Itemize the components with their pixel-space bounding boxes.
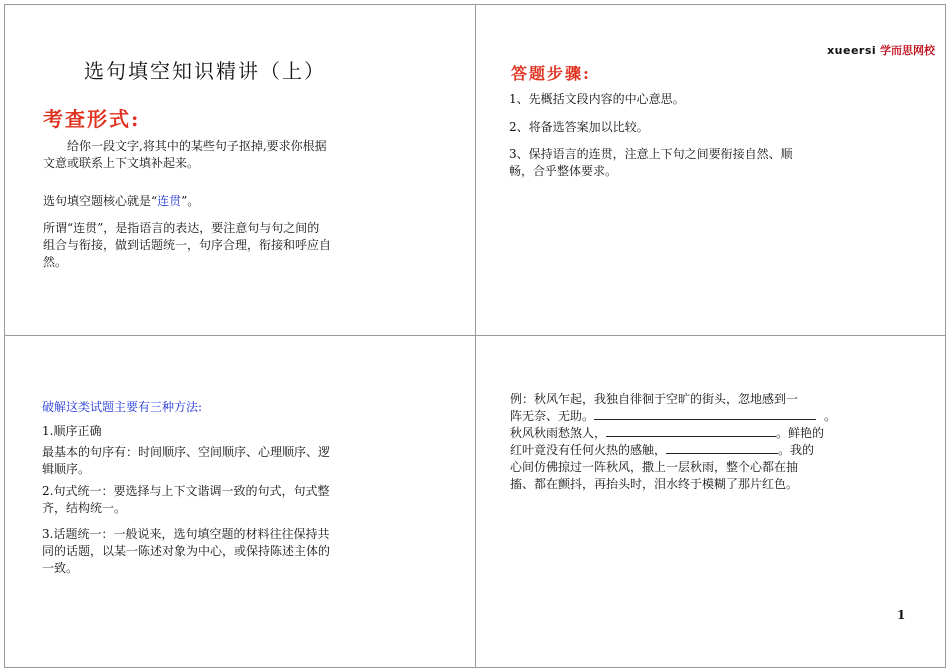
definition-line-3: 然。	[43, 255, 68, 269]
intro-line-2: 文意或联系上下文填补起来。	[43, 156, 200, 170]
example-line-2-text: 阵无奈、无助。	[510, 409, 595, 423]
brand-logo-latin: xueersi	[827, 44, 877, 57]
example-line-4-end: 。我的	[778, 443, 815, 457]
step-3-line-1: 3、保持语言的连贯，注意上下句之间要衔接自然、顺	[509, 147, 793, 161]
brand-logo-cn: 学而思网校	[880, 44, 935, 57]
step-1: 1、先概括文段内容的中心意思。	[509, 92, 685, 106]
example-line-4	[510, 442, 850, 459]
slide-title: 选句填空知识精讲（上）	[84, 59, 326, 83]
example-line-3-text: 秋风秋雨愁煞人，	[510, 426, 607, 440]
example-line-3-end: 。鲜艳的	[776, 426, 825, 440]
method-2-body	[42, 483, 372, 517]
answer-blank-3	[666, 444, 778, 454]
method-1-line-1: 最基本的句序有：时间顺序、空间顺序、心理顺序、逻	[42, 445, 331, 459]
step-3	[509, 146, 839, 180]
method-2-line-2: 齐，结构统一。	[42, 501, 127, 515]
answer-blank-1	[594, 410, 816, 420]
example-line-2-end: 。	[824, 409, 837, 423]
core-prefix: 选句填空题核心就是“	[43, 194, 158, 208]
intro-paragraph	[43, 138, 373, 172]
method-1-body	[42, 444, 372, 478]
example-line-2	[510, 408, 850, 425]
slide-2	[475, 4, 946, 336]
core-keyword: 连贯	[157, 194, 182, 208]
brand-logo	[827, 42, 935, 58]
slide-3	[4, 335, 476, 668]
method-2-line-1: 2.句式统一：要选择与上下文谐调一致的句式，句式整	[42, 484, 330, 498]
method-3-line-2: 同的话题，以某一陈述对象为中心，或保持陈述主体的	[42, 544, 331, 558]
method-3-line-1: 3.话题统一：一般说来，选句填空题的材料往往保持共	[42, 527, 330, 541]
method-1-title: 1.顺序正确	[42, 424, 102, 438]
step-3-line-2: 畅，合乎整体要求。	[509, 164, 618, 178]
method-3-body	[42, 526, 372, 577]
answer-blank-2	[606, 427, 776, 437]
method-1-line-2: 辑顺序。	[42, 462, 91, 476]
section-heading-form: 考查形式:	[43, 107, 141, 131]
slide-1	[4, 4, 476, 336]
example-line-1: 例：秋风乍起，我独自徘徊于空旷的街头，忽地感到一	[510, 392, 799, 406]
section-heading-steps: 答题步骤:	[511, 64, 591, 83]
step-2: 2、将备选答案加以比较。	[509, 120, 649, 134]
core-suffix: ”。	[181, 194, 200, 208]
core-statement	[43, 193, 199, 210]
example-line-6: 搐、都在颤抖，再抬头时，泪水终于模糊了那片红色。	[510, 477, 799, 491]
example-line-5: 心间仿佛掠过一阵秋风，撒上一层秋雨，整个心都在抽	[510, 460, 799, 474]
example-line-4-text: 红叶竟没有任何火热的感触，	[510, 443, 667, 457]
definition-paragraph	[43, 220, 373, 271]
example-paragraph	[510, 391, 850, 493]
page-number: 1	[897, 608, 906, 622]
definition-line-1: 所谓“连贯”，是指语言的表达，要注意句与句之间的	[43, 221, 320, 235]
method-3-line-3: 一致。	[42, 561, 79, 575]
definition-line-2: 组合与衔接，做到话题统一，句序合理，衔接和呼应自	[43, 238, 332, 252]
intro-line-1: 给你一段文字,将其中的某些句子抠掉,要求你根据	[43, 139, 327, 153]
slide-4	[475, 335, 946, 668]
methods-heading: 破解这类试题主要有三种方法:	[42, 400, 203, 414]
example-line-3	[510, 425, 850, 442]
